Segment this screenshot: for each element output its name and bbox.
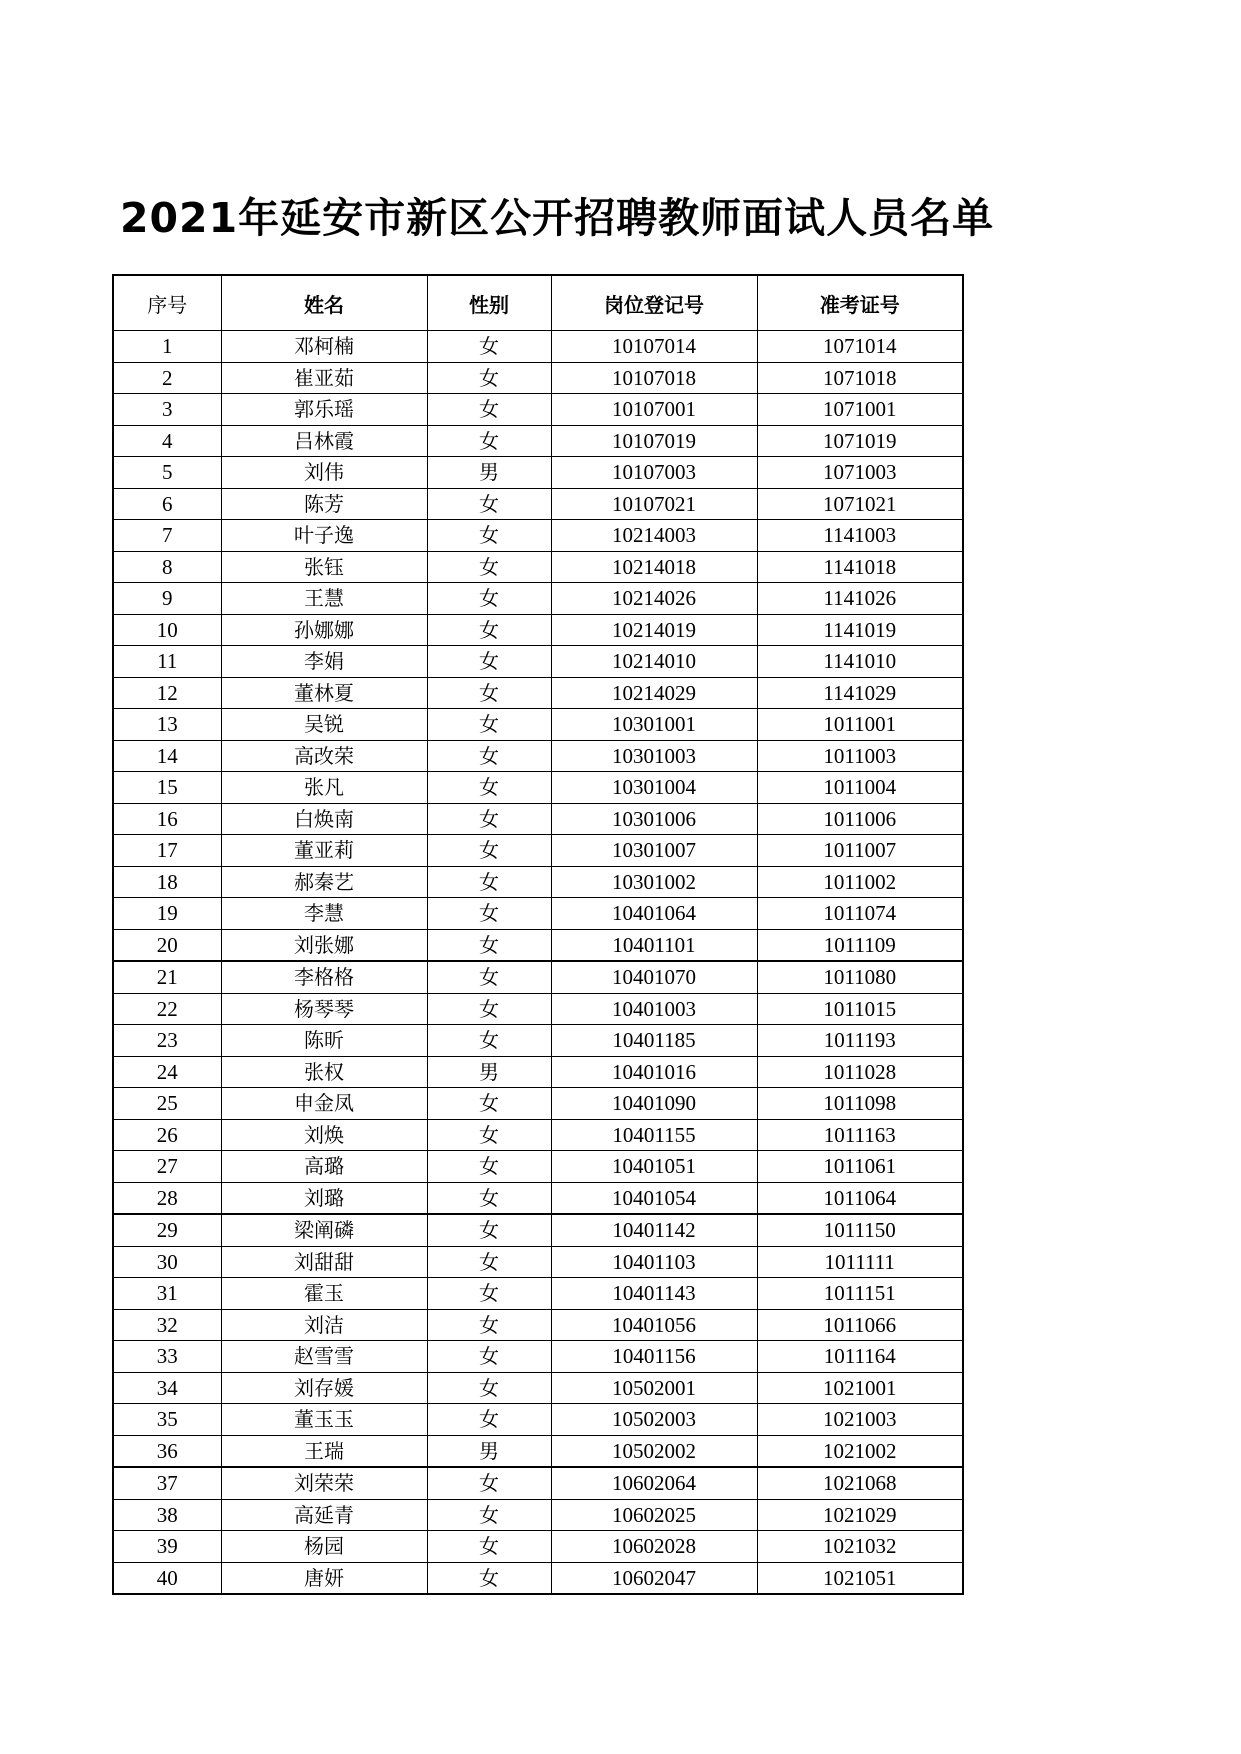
cell-exam-no: 1011007 xyxy=(757,835,963,867)
cell-index: 22 xyxy=(113,993,221,1025)
cell-post-code: 10401101 xyxy=(551,929,757,961)
cell-post-code: 10401003 xyxy=(551,993,757,1025)
cell-post-code: 10401185 xyxy=(551,1025,757,1057)
cell-exam-no: 1141018 xyxy=(757,551,963,583)
cell-index: 2 xyxy=(113,362,221,394)
cell-exam-no: 1141029 xyxy=(757,677,963,709)
cell-post-code: 10401103 xyxy=(551,1246,757,1278)
cell-gender: 女 xyxy=(427,929,551,961)
cell-post-code: 10301007 xyxy=(551,835,757,867)
cell-name: 杨琴琴 xyxy=(221,993,427,1025)
cell-exam-no: 1011111 xyxy=(757,1246,963,1278)
cell-index: 38 xyxy=(113,1499,221,1531)
cell-post-code: 10401056 xyxy=(551,1309,757,1341)
cell-gender: 女 xyxy=(427,740,551,772)
cell-index: 1 xyxy=(113,331,221,363)
cell-gender: 女 xyxy=(427,1562,551,1594)
interview-roster-table xyxy=(112,274,964,1595)
cell-exam-no: 1011004 xyxy=(757,772,963,804)
cell-exam-no: 1011002 xyxy=(757,866,963,898)
table-row xyxy=(113,1182,963,1214)
table-row xyxy=(113,993,963,1025)
cell-post-code: 10502001 xyxy=(551,1372,757,1404)
table-row xyxy=(113,1151,963,1183)
table-row xyxy=(113,646,963,678)
table-row xyxy=(113,835,963,867)
cell-index: 35 xyxy=(113,1404,221,1436)
cell-exam-no: 1011001 xyxy=(757,709,963,741)
cell-gender: 女 xyxy=(427,898,551,930)
table-row xyxy=(113,961,963,993)
page-title: 2021年延安市新区公开招聘教师面试人员名单 xyxy=(120,194,995,242)
table-row xyxy=(113,898,963,930)
table-row xyxy=(113,1088,963,1120)
cell-gender: 女 xyxy=(427,1404,551,1436)
table-row xyxy=(113,551,963,583)
cell-post-code: 10502003 xyxy=(551,1404,757,1436)
cell-index: 19 xyxy=(113,898,221,930)
table-row xyxy=(113,772,963,804)
cell-index: 15 xyxy=(113,772,221,804)
cell-post-code: 10401064 xyxy=(551,898,757,930)
cell-name: 刘焕 xyxy=(221,1119,427,1151)
table-row xyxy=(113,1499,963,1531)
cell-post-code: 10214010 xyxy=(551,646,757,678)
table-row xyxy=(113,331,963,363)
cell-post-code: 10301006 xyxy=(551,803,757,835)
cell-post-code: 10401054 xyxy=(551,1182,757,1214)
cell-name: 董亚莉 xyxy=(221,835,427,867)
cell-index: 11 xyxy=(113,646,221,678)
cell-exam-no: 1011006 xyxy=(757,803,963,835)
cell-post-code: 10401051 xyxy=(551,1151,757,1183)
cell-gender: 女 xyxy=(427,425,551,457)
table-row xyxy=(113,425,963,457)
cell-gender: 女 xyxy=(427,1499,551,1531)
cell-post-code: 10214018 xyxy=(551,551,757,583)
cell-post-code: 10214003 xyxy=(551,520,757,552)
cell-gender: 女 xyxy=(427,362,551,394)
cell-gender: 女 xyxy=(427,1214,551,1246)
cell-name: 李慧 xyxy=(221,898,427,930)
cell-gender: 女 xyxy=(427,1309,551,1341)
cell-index: 40 xyxy=(113,1562,221,1594)
cell-name: 陈芳 xyxy=(221,488,427,520)
cell-post-code: 10602025 xyxy=(551,1499,757,1531)
cell-index: 25 xyxy=(113,1088,221,1120)
table-row xyxy=(113,488,963,520)
cell-exam-no: 1021003 xyxy=(757,1404,963,1436)
cell-index: 8 xyxy=(113,551,221,583)
cell-name: 孙娜娜 xyxy=(221,614,427,646)
table-row xyxy=(113,457,963,489)
cell-exam-no: 1021029 xyxy=(757,1499,963,1531)
cell-index: 5 xyxy=(113,457,221,489)
cell-index: 16 xyxy=(113,803,221,835)
cell-gender: 女 xyxy=(427,520,551,552)
cell-name: 崔亚茹 xyxy=(221,362,427,394)
cell-post-code: 10107003 xyxy=(551,457,757,489)
cell-exam-no: 1071003 xyxy=(757,457,963,489)
table-row xyxy=(113,1404,963,1436)
table-row xyxy=(113,709,963,741)
cell-post-code: 10214019 xyxy=(551,614,757,646)
cell-name: 李娟 xyxy=(221,646,427,678)
table-row xyxy=(113,1246,963,1278)
cell-exam-no: 1011163 xyxy=(757,1119,963,1151)
cell-post-code: 10107021 xyxy=(551,488,757,520)
table-row xyxy=(113,1025,963,1057)
cell-exam-no: 1011080 xyxy=(757,961,963,993)
cell-gender: 女 xyxy=(427,488,551,520)
cell-exam-no: 1021032 xyxy=(757,1531,963,1563)
cell-name: 高改荣 xyxy=(221,740,427,772)
cell-name: 刘甜甜 xyxy=(221,1246,427,1278)
table-row xyxy=(113,1309,963,1341)
cell-gender: 女 xyxy=(427,1025,551,1057)
cell-gender: 女 xyxy=(427,1246,551,1278)
cell-gender: 女 xyxy=(427,614,551,646)
cell-name: 王慧 xyxy=(221,583,427,615)
cell-exam-no: 1011098 xyxy=(757,1088,963,1120)
cell-index: 31 xyxy=(113,1278,221,1310)
cell-exam-no: 1011003 xyxy=(757,740,963,772)
cell-gender: 女 xyxy=(427,1467,551,1499)
cell-name: 刘存媛 xyxy=(221,1372,427,1404)
cell-name: 吕林霞 xyxy=(221,425,427,457)
cell-post-code: 10401070 xyxy=(551,961,757,993)
cell-gender: 女 xyxy=(427,1151,551,1183)
cell-post-code: 10401156 xyxy=(551,1341,757,1373)
cell-post-code: 10401090 xyxy=(551,1088,757,1120)
cell-name: 李格格 xyxy=(221,961,427,993)
table-row xyxy=(113,520,963,552)
header-name: 姓名 xyxy=(221,275,427,331)
cell-exam-no: 1071018 xyxy=(757,362,963,394)
cell-exam-no: 1011164 xyxy=(757,1341,963,1373)
cell-name: 刘璐 xyxy=(221,1182,427,1214)
cell-index: 14 xyxy=(113,740,221,772)
cell-gender: 女 xyxy=(427,1182,551,1214)
cell-name: 申金凤 xyxy=(221,1088,427,1120)
cell-name: 刘伟 xyxy=(221,457,427,489)
cell-index: 3 xyxy=(113,394,221,426)
cell-index: 23 xyxy=(113,1025,221,1057)
cell-post-code: 10107014 xyxy=(551,331,757,363)
cell-gender: 女 xyxy=(427,1372,551,1404)
cell-exam-no: 1011151 xyxy=(757,1278,963,1310)
cell-post-code: 10107019 xyxy=(551,425,757,457)
table-row xyxy=(113,1278,963,1310)
table-row xyxy=(113,1214,963,1246)
cell-gender: 女 xyxy=(427,866,551,898)
cell-post-code: 10301001 xyxy=(551,709,757,741)
cell-index: 12 xyxy=(113,677,221,709)
cell-post-code: 10502002 xyxy=(551,1435,757,1467)
cell-exam-no: 1011066 xyxy=(757,1309,963,1341)
table-row xyxy=(113,803,963,835)
cell-post-code: 10301003 xyxy=(551,740,757,772)
cell-name: 高延青 xyxy=(221,1499,427,1531)
cell-name: 叶子逸 xyxy=(221,520,427,552)
cell-name: 白焕南 xyxy=(221,803,427,835)
table-body xyxy=(113,331,963,1595)
cell-index: 18 xyxy=(113,866,221,898)
cell-exam-no: 1011193 xyxy=(757,1025,963,1057)
cell-post-code: 10401143 xyxy=(551,1278,757,1310)
cell-exam-no: 1021051 xyxy=(757,1562,963,1594)
cell-name: 王瑞 xyxy=(221,1435,427,1467)
table-header-row xyxy=(113,275,963,331)
header-exam-no: 准考证号 xyxy=(757,275,963,331)
table-row xyxy=(113,929,963,961)
cell-exam-no: 1021068 xyxy=(757,1467,963,1499)
cell-index: 6 xyxy=(113,488,221,520)
cell-name: 唐妍 xyxy=(221,1562,427,1594)
cell-name: 梁阐磷 xyxy=(221,1214,427,1246)
cell-gender: 女 xyxy=(427,1088,551,1120)
table-row xyxy=(113,1435,963,1467)
cell-index: 17 xyxy=(113,835,221,867)
cell-gender: 男 xyxy=(427,457,551,489)
cell-name: 邓柯楠 xyxy=(221,331,427,363)
table-row xyxy=(113,1341,963,1373)
cell-gender: 女 xyxy=(427,961,551,993)
cell-index: 34 xyxy=(113,1372,221,1404)
cell-exam-no: 1011064 xyxy=(757,1182,963,1214)
cell-gender: 女 xyxy=(427,772,551,804)
cell-post-code: 10401155 xyxy=(551,1119,757,1151)
cell-exam-no: 1011109 xyxy=(757,929,963,961)
table-row xyxy=(113,1056,963,1088)
table-row xyxy=(113,394,963,426)
cell-post-code: 10214029 xyxy=(551,677,757,709)
cell-name: 郭乐瑶 xyxy=(221,394,427,426)
cell-gender: 女 xyxy=(427,551,551,583)
cell-exam-no: 1141003 xyxy=(757,520,963,552)
cell-name: 董玉玉 xyxy=(221,1404,427,1436)
cell-index: 32 xyxy=(113,1309,221,1341)
cell-gender: 女 xyxy=(427,583,551,615)
cell-exam-no: 1141026 xyxy=(757,583,963,615)
cell-index: 20 xyxy=(113,929,221,961)
header-post-code: 岗位登记号 xyxy=(551,275,757,331)
cell-name: 刘荣荣 xyxy=(221,1467,427,1499)
table-row xyxy=(113,583,963,615)
cell-exam-no: 1011074 xyxy=(757,898,963,930)
cell-exam-no: 1071001 xyxy=(757,394,963,426)
cell-gender: 女 xyxy=(427,1278,551,1310)
cell-index: 7 xyxy=(113,520,221,552)
cell-post-code: 10401016 xyxy=(551,1056,757,1088)
cell-index: 28 xyxy=(113,1182,221,1214)
cell-exam-no: 1141010 xyxy=(757,646,963,678)
cell-post-code: 10107001 xyxy=(551,394,757,426)
cell-gender: 女 xyxy=(427,709,551,741)
cell-gender: 女 xyxy=(427,646,551,678)
cell-exam-no: 1011028 xyxy=(757,1056,963,1088)
cell-index: 27 xyxy=(113,1151,221,1183)
header-gender: 性别 xyxy=(427,275,551,331)
cell-exam-no: 1021001 xyxy=(757,1372,963,1404)
cell-index: 33 xyxy=(113,1341,221,1373)
cell-gender: 女 xyxy=(427,803,551,835)
cell-index: 10 xyxy=(113,614,221,646)
cell-name: 吴锐 xyxy=(221,709,427,741)
table-row xyxy=(113,1467,963,1499)
cell-post-code: 10214026 xyxy=(551,583,757,615)
cell-name: 张钰 xyxy=(221,551,427,583)
cell-post-code: 10602028 xyxy=(551,1531,757,1563)
table-row xyxy=(113,740,963,772)
cell-exam-no: 1011015 xyxy=(757,993,963,1025)
cell-post-code: 10401142 xyxy=(551,1214,757,1246)
cell-post-code: 10602047 xyxy=(551,1562,757,1594)
cell-name: 张凡 xyxy=(221,772,427,804)
cell-gender: 女 xyxy=(427,1119,551,1151)
cell-gender: 男 xyxy=(427,1435,551,1467)
cell-name: 刘洁 xyxy=(221,1309,427,1341)
table-row xyxy=(113,677,963,709)
cell-gender: 女 xyxy=(427,835,551,867)
cell-name: 董林夏 xyxy=(221,677,427,709)
cell-exam-no: 1071021 xyxy=(757,488,963,520)
cell-index: 9 xyxy=(113,583,221,615)
cell-index: 24 xyxy=(113,1056,221,1088)
cell-gender: 女 xyxy=(427,1341,551,1373)
cell-exam-no: 1071019 xyxy=(757,425,963,457)
cell-exam-no: 1011150 xyxy=(757,1214,963,1246)
table-row xyxy=(113,1531,963,1563)
cell-post-code: 10602064 xyxy=(551,1467,757,1499)
cell-gender: 男 xyxy=(427,1056,551,1088)
cell-index: 37 xyxy=(113,1467,221,1499)
cell-index: 21 xyxy=(113,961,221,993)
table-row xyxy=(113,866,963,898)
cell-name: 郝秦艺 xyxy=(221,866,427,898)
cell-index: 39 xyxy=(113,1531,221,1563)
cell-post-code: 10301004 xyxy=(551,772,757,804)
cell-name: 张权 xyxy=(221,1056,427,1088)
table-row xyxy=(113,1372,963,1404)
cell-index: 30 xyxy=(113,1246,221,1278)
cell-gender: 女 xyxy=(427,1531,551,1563)
cell-exam-no: 1021002 xyxy=(757,1435,963,1467)
table-row xyxy=(113,362,963,394)
cell-name: 霍玉 xyxy=(221,1278,427,1310)
cell-index: 36 xyxy=(113,1435,221,1467)
table-row xyxy=(113,614,963,646)
cell-name: 高璐 xyxy=(221,1151,427,1183)
cell-index: 4 xyxy=(113,425,221,457)
cell-name: 杨园 xyxy=(221,1531,427,1563)
cell-name: 陈昕 xyxy=(221,1025,427,1057)
cell-index: 13 xyxy=(113,709,221,741)
cell-exam-no: 1141019 xyxy=(757,614,963,646)
cell-gender: 女 xyxy=(427,394,551,426)
table-row xyxy=(113,1119,963,1151)
cell-post-code: 10301002 xyxy=(551,866,757,898)
cell-name: 赵雪雪 xyxy=(221,1341,427,1373)
cell-index: 26 xyxy=(113,1119,221,1151)
table-row xyxy=(113,1562,963,1594)
cell-gender: 女 xyxy=(427,331,551,363)
cell-post-code: 10107018 xyxy=(551,362,757,394)
cell-exam-no: 1011061 xyxy=(757,1151,963,1183)
cell-index: 29 xyxy=(113,1214,221,1246)
header-index: 序号 xyxy=(113,275,221,331)
cell-exam-no: 1071014 xyxy=(757,331,963,363)
cell-name: 刘张娜 xyxy=(221,929,427,961)
cell-gender: 女 xyxy=(427,993,551,1025)
cell-gender: 女 xyxy=(427,677,551,709)
